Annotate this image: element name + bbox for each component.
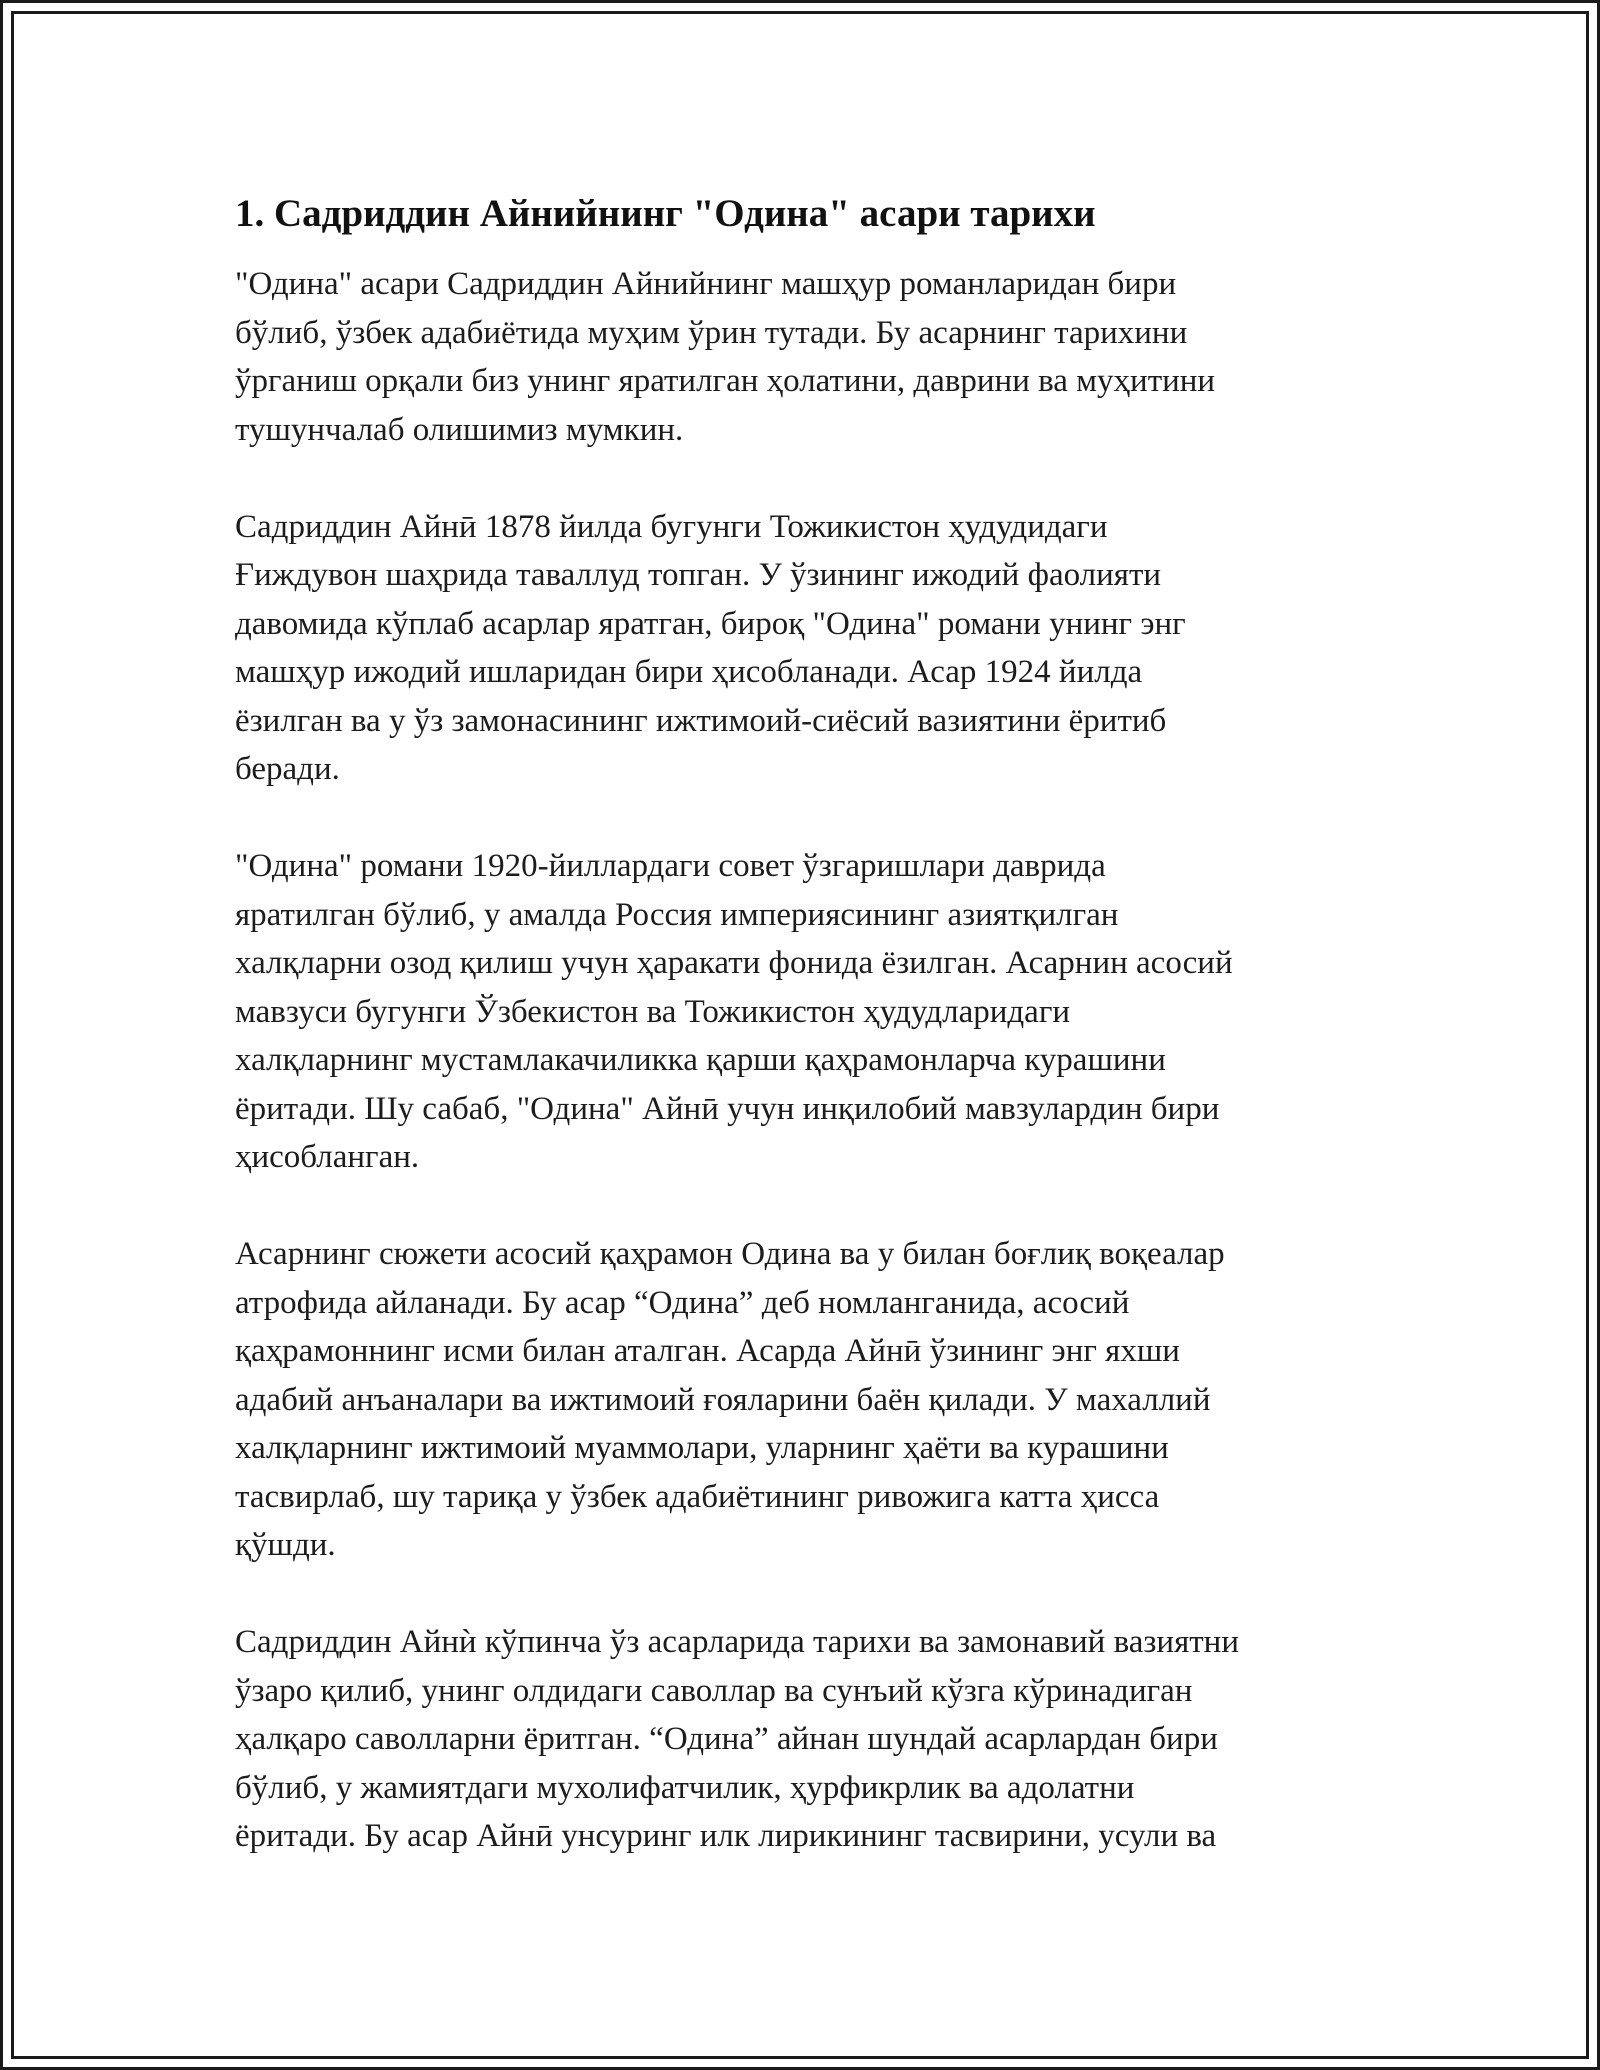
paragraph-historical-context: "Одина" романи 1920-йиллардаги совет ўзгаришлари даврида яратилган бўлиб, у амалда Россия империясининг азиятқилган халқларни озод қилиш учун ҳаракати фонида ёзилган. Асарнин асосий мавзуси бугунги Ўзбекистон ва Тожикистон ҳудудларидаги халқларнинг мустамлакачиликка қарши қаҳрамонларча курашини ёритади. Шу сабаб, "Одина" Айнӣ учун инқилобий мавзулардин бири ҳисобланган.: [235, 848, 1233, 1175]
section-heading: 1. Садриддин Айнийнинг "Одина" асари тарихи: [235, 192, 1096, 235]
paragraph-intro: "Одина" асари Садриддин Айнийнинг машҳур романларидан бири бўлиб, ўзбек адабиётида муҳим ўрин тутади. Бу асарнинг тарихини ўрганиш орқали биз унинг яратилган ҳолатини, даврини ва муҳитини тушунчалаб олишимиз мумкин.: [235, 266, 1216, 448]
document-body: [235, 186, 1365, 1909]
paragraph-plot: Асарнинг сюжети асосий қаҳрамон Одина ва у билан боғлиқ воқеалар атрофида айланади. Бу асар “Одина” деб номланганида, асосий қаҳрамоннинг исми билан аталган. Асарда Айнӣ ўзининг энг яхши адабий анъаналари ва ижтимоий ғояларини баён қилади. У махаллий халқларнинг ижтимоий муаммолари, уларнинг ҳаёти ва курашини тасвирлаб, шу тариқа у ўзбек адабиётининг ривожига катта ҳисса қўшди.: [235, 1236, 1225, 1563]
paragraph-biography: Садриддин Айнӣ 1878 йилда бугунги Тожикистон ҳудудидаги Ғиждувон шаҳрида таваллуд топган. У ўзининг ижодий фаолияти давомида кўплаб асарлар яратган, бироқ "Одина" романи унинг энг машҳур ижодий ишларидан бири ҳисобланади. Асар 1924 йилда ёзилган ва у ўз замонасининг ижтимоий-сиёсий вазиятини ёритиб беради.: [235, 508, 1186, 787]
paragraph-themes: Садриддин Айнѝ кўпинча ўз асарларида тарихи ва замонавий вазиятни ўзаро қилиб, унинг олдидаги саволлар ва сунъий кўзга кўринадиган ҳалқаро саволларни ёритган. “Одина” айнан шундай асарлардан бири бўлиб, у жамиятдаги мухолифатчилик, ҳурфикрлик ва адолатни ёритади. Бу асар Айнӣ унсуринг илк лирикининг тасвирини, усули ва: [235, 1624, 1240, 1854]
